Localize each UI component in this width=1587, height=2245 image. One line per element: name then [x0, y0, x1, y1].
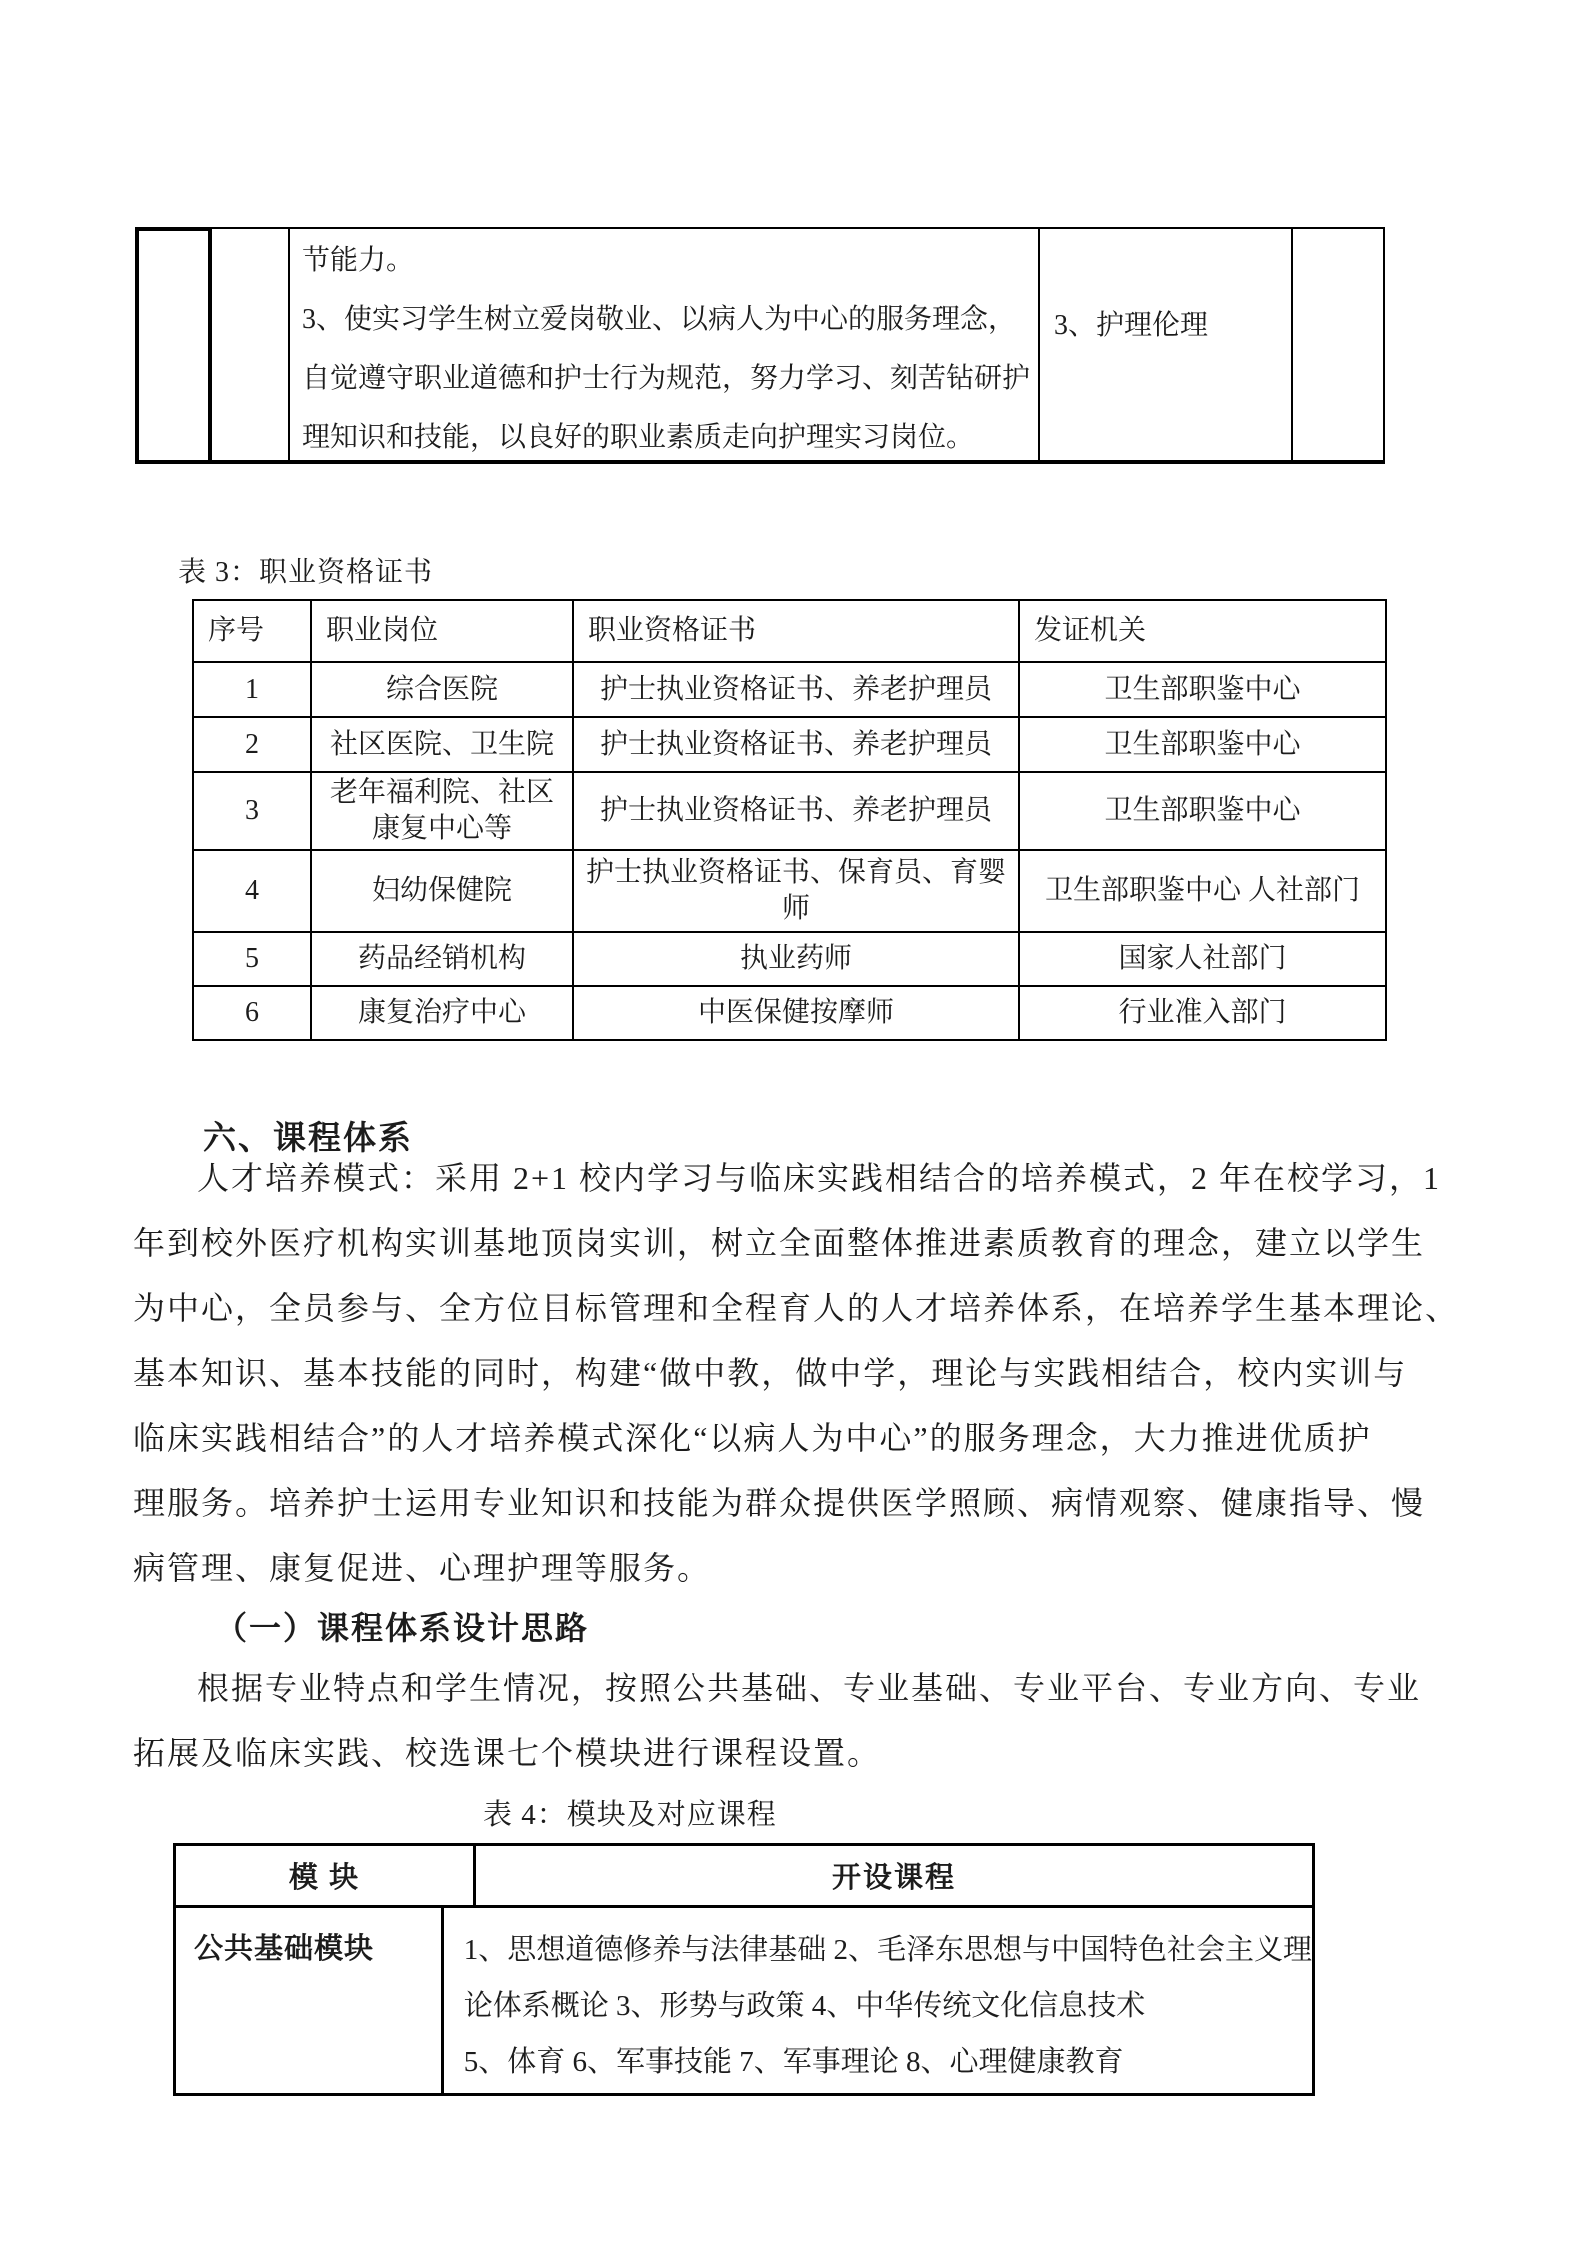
table4-header-row: [176, 1846, 1312, 1908]
goal-text-line: 理知识和技能，以良好的职业素质走向护理实习岗位。: [302, 422, 975, 453]
table3-cell: 卫生部职鉴中心: [1019, 772, 1386, 850]
table3-caption: 表 3：职业资格证书: [178, 557, 434, 588]
table3-header-index: 序号: [193, 600, 311, 662]
table3-header-certificate: 职业资格证书: [573, 600, 1019, 662]
table3-cell: 4: [193, 850, 311, 932]
table3-cell: 执业药师: [573, 932, 1019, 986]
course-text: 3、护理伦理: [1054, 310, 1209, 341]
continuation-table: [135, 227, 1385, 464]
table4-header-courses: 开设课程: [831, 1862, 956, 1894]
table3-cell: 综合医院: [311, 662, 573, 717]
table3-cell: 妇幼保健院: [311, 850, 573, 932]
paragraph-line: 病管理、康复促进、心理护理等服务。: [133, 1550, 712, 1586]
table3-cell: 行业准入部门: [1019, 986, 1386, 1040]
table3-cell: 老年福利院、社区康复中心等: [311, 772, 573, 850]
table3-row: [193, 986, 1386, 1040]
goal-text-line: 自觉遵守职业道德和护士行为规范，努力学习、刻苦钻研护: [302, 363, 1031, 394]
continuation-table-empty-cell-2: [212, 227, 290, 460]
table3-cell: 1: [193, 662, 311, 717]
continuation-table-empty-cell-1: [135, 227, 212, 460]
paragraph-line: 人才培养模式：采用 2+1 校内学习与临床实践相结合的培养模式，2 年在校学习，1: [197, 1160, 1442, 1196]
table4-row: [176, 1908, 1312, 2093]
table3-cell: 护士执业资格证书、养老护理员: [573, 717, 1019, 772]
table3-cell: 2: [193, 717, 311, 772]
table3-cell: 护士执业资格证书、保育员、育婴师: [573, 850, 1019, 932]
table4-courses-cell: [444, 1908, 1312, 2093]
table3-row: [193, 772, 1386, 850]
paragraph-module-design: [133, 1656, 1473, 1786]
table3-row: [193, 662, 1386, 717]
table3-cell: 护士执业资格证书、养老护理员: [573, 662, 1019, 717]
table3-cell: 药品经销机构: [311, 932, 573, 986]
continuation-table-course-cell: [1040, 227, 1293, 460]
table3-row: [193, 932, 1386, 986]
goal-text-line: 3、使实习学生树立爱岗敬业、以病人为中心的服务理念，: [302, 304, 1017, 335]
course-line: 1、思想道德修养与法律基础 2、毛泽东思想与中国特色社会主义理: [463, 1934, 1312, 1966]
table3-cell: 6: [193, 986, 311, 1040]
paragraph-line: 拓展及临床实践、校选课七个模块进行课程设置。: [133, 1735, 882, 1771]
table3-header-issuer: 发证机关: [1019, 600, 1386, 662]
table3-cell: 3: [193, 772, 311, 850]
course-line: 论体系概论 3、形势与政策 4、中华传统文化信息技术: [463, 1990, 1146, 2022]
continuation-table-goals-cell: [290, 227, 1040, 460]
table4-modules: [173, 1843, 1315, 2096]
table3-cell: 护士执业资格证书、养老护理员: [573, 772, 1019, 850]
section-heading: 六、课程体系: [203, 1121, 413, 1157]
subsection-heading: （一）课程体系设计思路: [215, 1610, 590, 1646]
paragraph-line: 根据专业特点和学生情况，按照公共基础、专业基础、专业平台、专业方向、专业: [197, 1670, 1422, 1706]
paragraph-line: 理服务。培养护士运用专业知识和技能为群众提供医学照顾、病情观察、健康指导、慢: [133, 1485, 1426, 1521]
paragraph-line: 临床实践相结合”的人才培养模式深化“以病人为中心”的服务理念，大力推进优质护: [133, 1420, 1372, 1456]
table3-cell: 国家人社部门: [1019, 932, 1386, 986]
paragraph-line: 基本知识、基本技能的同时，构建“做中教，做中学，理论与实践相结合，校内实训与: [133, 1355, 1408, 1391]
table4-header-module: 模 块: [176, 1846, 476, 1905]
paragraph-line: 为中心，全员参与、全方位目标管理和全程育人的人才培养体系，在培养学生基本理论、: [133, 1290, 1460, 1326]
table3-certificates: [192, 599, 1387, 1041]
table3-cell: 社区医院、卫生院: [311, 717, 573, 772]
table3-header-row: [193, 600, 1386, 662]
table3-row: [193, 850, 1386, 932]
table4-caption: 表 4：模块及对应课程: [483, 1799, 777, 1831]
paragraph-training-mode: [133, 1146, 1473, 1601]
paragraph-line: 年到校外医疗机构实训基地顶岗实训，树立全面整体推进素质教育的理念，建立以学生: [133, 1225, 1426, 1261]
table4-module-cell: 公共基础模块: [176, 1908, 444, 2093]
table3-cell: 卫生部职鉴中心: [1019, 662, 1386, 717]
table3-cell: 5: [193, 932, 311, 986]
table3-cell: 康复治疗中心: [311, 986, 573, 1040]
table3-cell: 卫生部职鉴中心 人社部门: [1019, 850, 1386, 932]
table3-cell: 中医保健按摩师: [573, 986, 1019, 1040]
goal-text-line: 节能力。: [302, 245, 415, 276]
table3-row: [193, 717, 1386, 772]
table3-cell: 卫生部职鉴中心: [1019, 717, 1386, 772]
table3-header-position: 职业岗位: [311, 600, 573, 662]
course-line: 5、体育 6、军事技能 7、军事理论 8、心理健康教育: [463, 2046, 1124, 2078]
continuation-table-empty-cell-3: [1293, 227, 1385, 460]
